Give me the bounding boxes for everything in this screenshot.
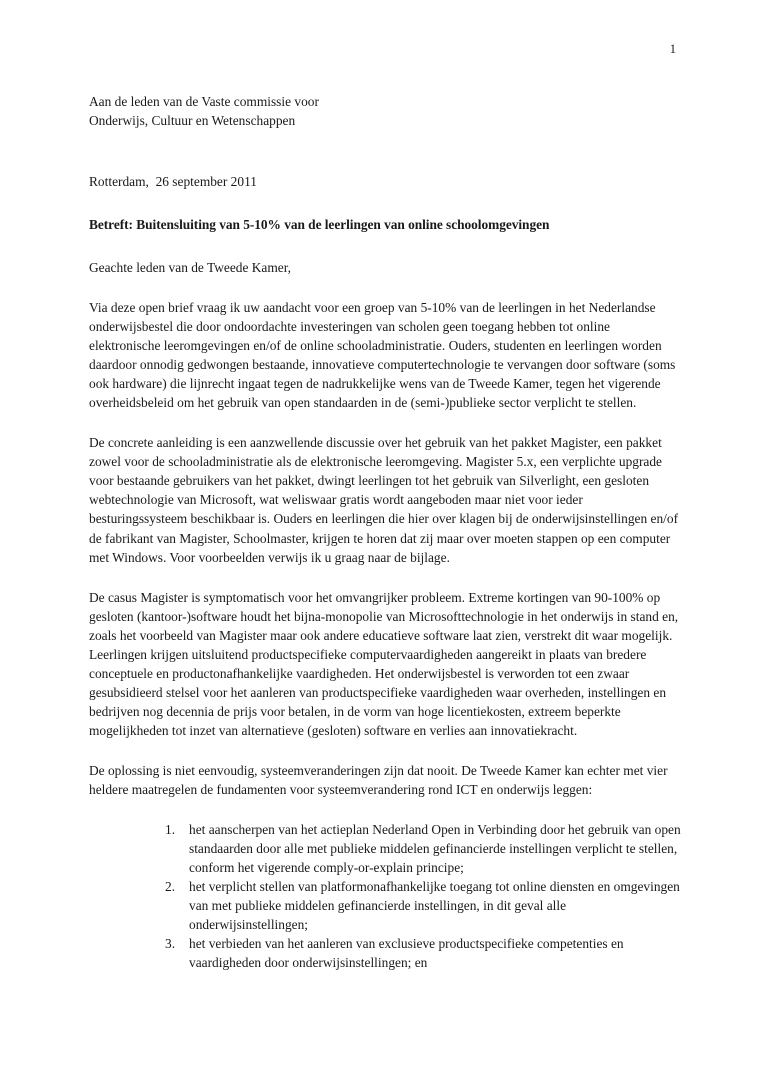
list-item: het verplicht stellen van platformonafhankelijke toegang tot online diensten en omgevingen van met publieke middelen gefinancierde instellingen, in dit geval alle onderwijsinstellingen;	[189, 879, 680, 933]
salutation: Geachte leden van de Tweede Kamer,	[89, 260, 292, 275]
body-paragraph-3: De casus Magister is symptomatisch voor het omvangrijker probleem. Extreme kortingen van 90-100% op gesloten (kantoor-)software houdt het bijna-monopolie van Microsofttechnologie in het onderwijs in stand en, zoals het voorbeeld van Magister maar ook andere educatieve software laat zien, verstrekt dit waar mogelijk. Leerlingen krijgen uitsluitend productspecifieke computervaardigheden aangereikt in plaats van bredere conceptuele en productonafhankelijke vaardigheden. Het onderwijsbestel is verworden tot een zwaar gesubsidieerd stelsel voor het aanleren van productspecifieke vaardigheden waar overheden, instellingen en bedrijven nog decennia de prijs voor betalen, in de vorm van hoge licentiekosten, extreem beperkte mogelijkheden tot inzet van alternatieve (gesloten) software en verlies aan innovatiekracht.	[89, 589, 679, 738]
measures-list	[89, 799, 681, 972]
addressee-line-1: Aan de leden van de Vaste commissie voor	[89, 94, 319, 109]
body-paragraph-4: De oplossing is niet eenvoudig, systeemveranderingen zijn dat nooit. De Tweede Kamer kan echter met vier heldere maatregelen de fundamenten voor systeemverandering rond ICT en onderwijs leggen:	[89, 762, 668, 798]
addressee-block	[89, 92, 681, 130]
page-number: 1	[669, 42, 676, 56]
document-body	[89, 92, 681, 972]
addressee-line-2: Onderwijs, Cultuur en Wetenschappen	[89, 113, 296, 128]
list-item: het verbieden van het aanleren van exclusieve productspecifieke competenties en vaardigheden door onderwijsinstellingen; en	[189, 936, 624, 971]
subject-line: Betreft: Buitensluiting van 5-10% van de leerlingen van online schoolomgevingen	[89, 217, 550, 232]
body-paragraph-2: De concrete aanleiding is een aanzwellende discussie over het gebruik van het pakket Magister, een pakket zowel voor de schooladministratie als de elektronische leeromgeving. Magister 5.x, een verplichte upgrade voor bestaande gebruikers van het pakket, dwingt leerlingen tot het gebruik van Silverlight, een gesloten webtechnologie van Microsoft, wat weliswaar gratis wordt aangeboden maar niet voor ieder besturingssysteem beschikbaar is. Ouders en leerlingen die hier over klagen bij de onderwijsinstellingen en/of de fabrikant van Magister, Schoolmaster, krijgen te horen dat zij maar over moeten stappen op een computer met Windows. Voor voorbeelden verwijs ik u graag naar de bijlage.	[89, 435, 679, 565]
body-paragraph-1: Via deze open brief vraag ik uw aandacht voor een groep van 5-10% van de leerlingen in het Nederlandse onderwijsbestel die door ondoordachte investeringen van scholen geen toegang hebben tot online elektronische leeromgevingen en/of de online schooladministratie. Ouders, studenten en leerlingen worden daardoor onnodig gedwongen bestaande, innovatieve computertechnologie te vervangen door software (soms ook hardware) die lijnrecht ingaat tegen de nadrukkelijke wens van de Tweede Kamer, tegen het vigerende overheidsbeleid om het gebruik van open standaarden in de (semi-)publieke sector verplicht te stellen.	[89, 300, 676, 411]
date-line: Rotterdam, 26 september 2011	[89, 174, 257, 189]
list-item: het aanscherpen van het actieplan Nederland Open in Verbinding door het gebruik van open standaarden door alle met publieke middelen gefinancierde instellingen verplicht te stellen, conform het vigerende comply-or-explain principe;	[189, 822, 681, 876]
